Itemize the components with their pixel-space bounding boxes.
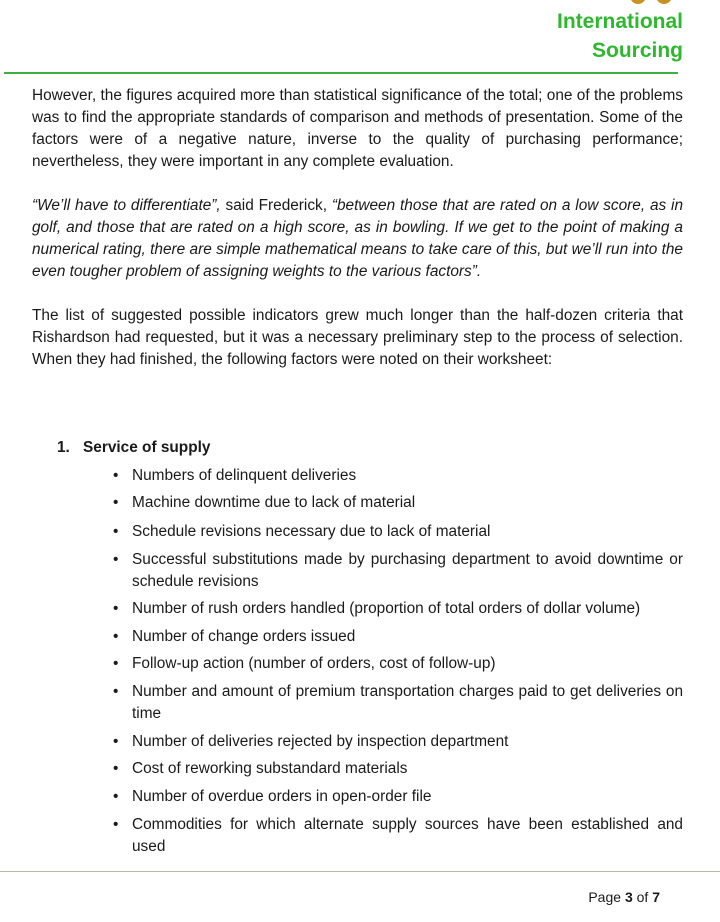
list-item-text: Commodities for which alternate supply sources have been established and used xyxy=(132,816,683,855)
list-item-text: Follow-up action (number of orders, cost of follow-up) xyxy=(132,655,496,672)
bullet-icon: • xyxy=(113,733,119,750)
list-item xyxy=(113,758,683,780)
list-item xyxy=(113,521,683,543)
list-item xyxy=(113,814,683,858)
bullet-icon: • xyxy=(113,467,119,484)
list-item-text: Number and amount of premium transportation charges paid to get deliveries on time xyxy=(132,683,683,722)
paragraph-1: However, the figures acquired more than statistical significance of the total; one of the problems was to find the appropriate standards of comparison and methods of presentation. Some of the factors were of a negative nature, inverse to the quality of purchasing performance; nevertheless, they were important in any complete evaluation. xyxy=(32,87,683,170)
list-item-text: Cost of reworking substandard materials xyxy=(132,760,408,777)
list-item-text: Numbers of delinquent deliveries xyxy=(132,467,357,484)
page-number xyxy=(588,887,660,907)
list-item-text: Machine downtime due to lack of material xyxy=(132,494,416,511)
bullet-icon: • xyxy=(113,551,119,568)
bullet-icon: • xyxy=(113,683,119,700)
bullet-icon: • xyxy=(113,494,119,511)
footer-divider xyxy=(0,871,720,872)
list-item-text: Schedule revisions necessary due to lack of material xyxy=(132,523,491,540)
list-item-text: Number of rush orders handled (proportion of total orders of dollar volume) xyxy=(132,600,641,617)
list-item xyxy=(113,786,683,808)
paragraph-3: The list of suggested possible indicators grew much longer than the half-dozen criteria that Rishardson had requested, but it was a necessary preliminary step to the process of selection. When they had finished, the following factors were noted on their worksheet: xyxy=(32,307,683,368)
page-label: Page xyxy=(588,889,625,905)
brand-line-2: Sourcing xyxy=(591,39,683,62)
quote-part-1: “We’ll have to differentiate”, xyxy=(32,197,221,214)
list-item-text: Number of deliveries rejected by inspection department xyxy=(132,733,509,750)
list-item xyxy=(113,731,683,753)
brand-name xyxy=(557,7,683,65)
list-item xyxy=(113,492,683,514)
bullet-icon: • xyxy=(113,523,119,540)
list-item-text: Successful substitutions made by purchasing department to avoid downtime or schedule revisions xyxy=(132,551,683,590)
list-item xyxy=(113,626,683,648)
list-heading xyxy=(57,437,210,459)
paragraph-quote xyxy=(32,195,683,283)
bullet-icon: • xyxy=(113,600,119,617)
bullet-icon: • xyxy=(113,760,119,777)
list-heading-text: Service of supply xyxy=(83,439,211,456)
list-item-text: Number of change orders issued xyxy=(132,628,356,645)
quote-part-2: “between those that are rated on a low score, as in golf, and those that are rated on a high score, as in bowling. If we get to the point of making a numerical rating, there are simple mathematical means to take care of this, but we’ll run into the even tougher problem of assigning weights to the various factors”. xyxy=(32,197,684,280)
list-item xyxy=(113,653,683,675)
list-item xyxy=(113,465,683,487)
bullet-icon: • xyxy=(113,655,119,672)
bullet-icon: • xyxy=(113,788,119,805)
current-page: 3 xyxy=(624,889,633,905)
logo-icon xyxy=(630,0,674,4)
bullet-icon: • xyxy=(113,816,119,833)
quote-attribution: said Frederick, xyxy=(220,197,332,214)
brand-line-1: International xyxy=(556,10,683,33)
list-item xyxy=(113,549,683,593)
list-item xyxy=(113,681,683,725)
total-pages: 7 xyxy=(652,889,660,905)
of-label: of xyxy=(632,889,653,905)
list-item-text: Number of overdue orders in open-order file xyxy=(132,788,432,805)
list-item xyxy=(113,598,692,620)
bullet-icon: • xyxy=(113,628,119,645)
list-number: 1. xyxy=(57,439,70,456)
header-divider xyxy=(4,72,678,74)
